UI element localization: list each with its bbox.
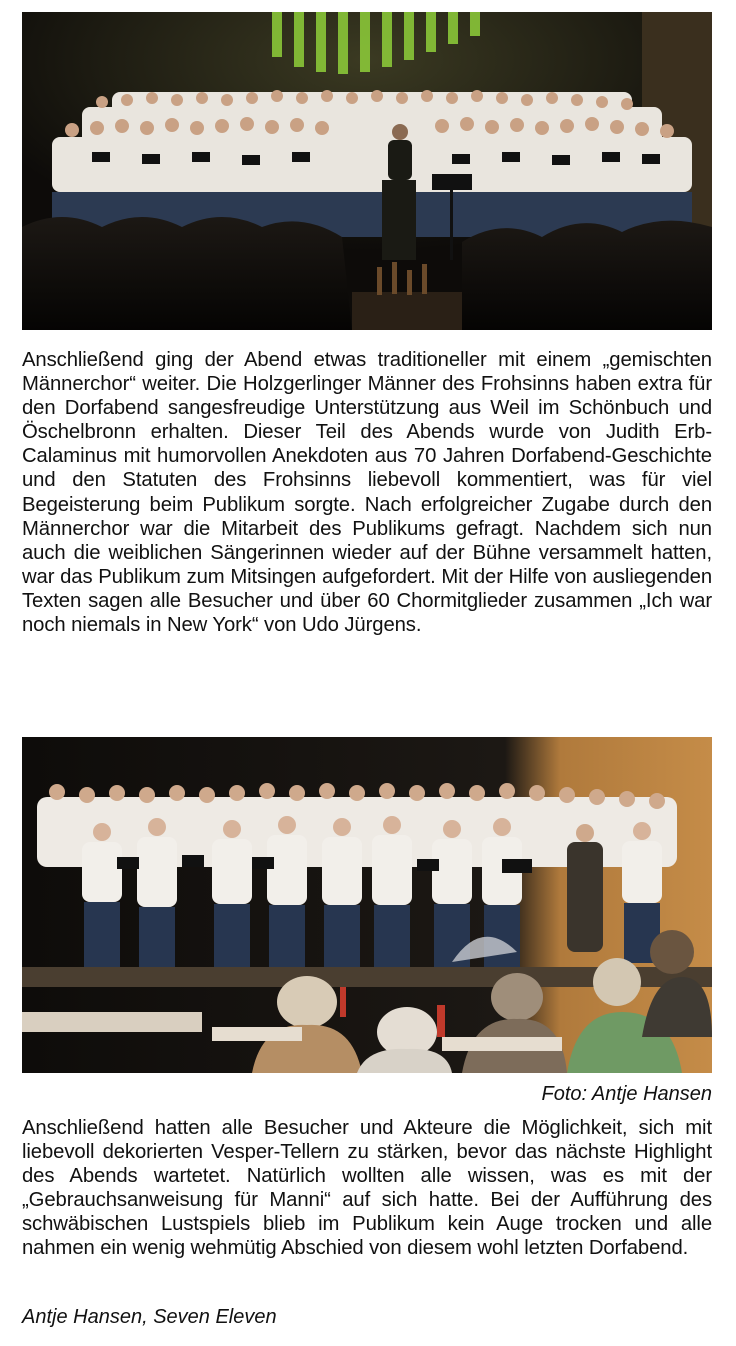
article-paragraph: Anschließend hatten alle Besucher und Akteure die Möglichkeit, sich mit liebevoll dekorierten Vesper-Tellern zu stärken, bevor das nächste Highlight des Abends wartetet. Natürlich wollten alle wissen, was es mit der „Gebrauchsanweisung für Manni“ auf sich hatte. Bei der Aufführung des schwäbischen Lustspiels blieb im Publikum kein Auge trocken und alle nahmen ein wenig wehmütig Abschied von diesem wohl letzten Dorfabend. — [22, 1117, 712, 1260]
choir-audience-photo — [22, 737, 712, 1073]
choir-stage-illustration — [22, 12, 712, 330]
choir-stage-photo — [22, 12, 712, 330]
article-paragraph: Anschließend ging der Abend etwas traditioneller mit einem „gemischten Männerchor“ weiter. Die Holzgerlinger Männer des Frohsinns haben extra für den Dorfabend sangesfreudige Unterstützung aus Weil im Schönbuch und Öschelbronn erhalten. Dieser Teil des Abends wurde von Judith Erb-Calaminus mit humorvollen Anekdoten aus 70 Jahren Dorfabend-Geschichte und den Statuten des Frohsinns liebevoll kommentiert, was für viel Begeisterung beim Publikum sorgte. Nach erfolgreicher Zugabe durch den Männerchor war die Mitarbeit des Publikums gefragt. Nachdem sich nun auch die weiblichen Sängerinnen wieder auf der Bühne versammelt hatten, war das Publikum zum Mitsingen aufgefordert. Mit der Hilfe von ausliegenden Texten sagen alle Besucher und über 60 Chormitglieder zusammen „Ich war noch niemals in New York“ von Udo Jürgens. — [22, 349, 712, 637]
photo-credit: Foto: Antje Hansen — [541, 1083, 712, 1105]
choir-audience-illustration — [22, 737, 712, 1073]
author-signature: Antje Hansen, Seven Eleven — [22, 1306, 277, 1328]
